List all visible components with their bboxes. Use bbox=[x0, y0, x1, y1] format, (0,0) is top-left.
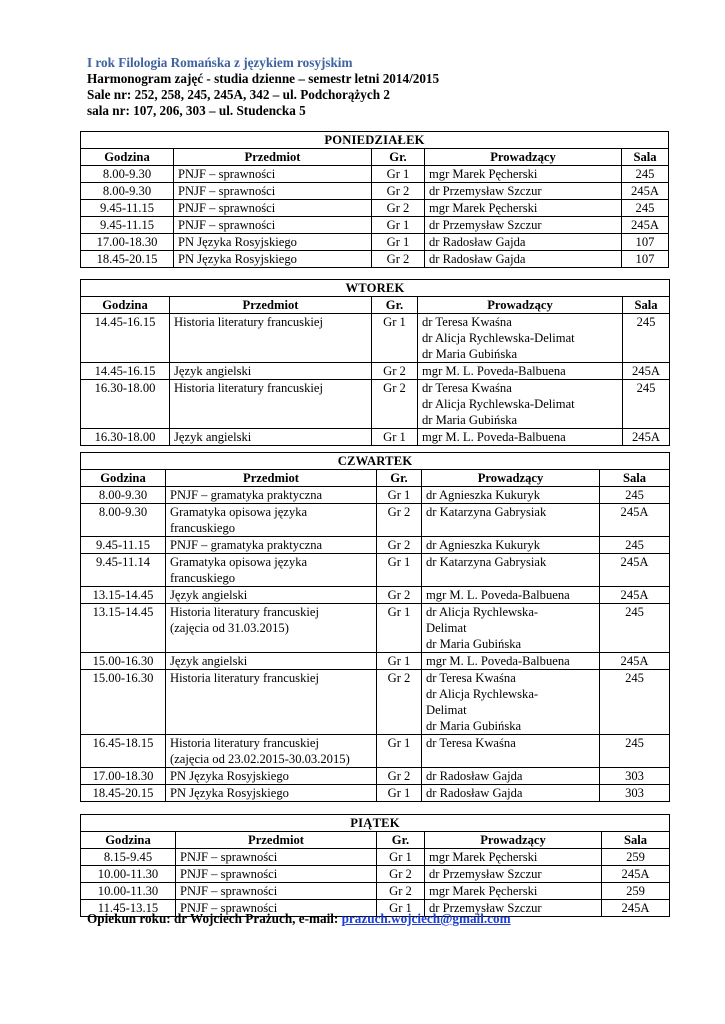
teacher-line: dr Przemysław Szczur bbox=[429, 901, 542, 915]
teacher-cell bbox=[418, 380, 623, 429]
group-cell: Gr 2 bbox=[377, 866, 425, 883]
table-row bbox=[81, 883, 670, 900]
column-header: Przedmiot bbox=[174, 149, 372, 166]
teacher-line: Delimat bbox=[426, 621, 467, 635]
room-cell: 245 bbox=[623, 380, 670, 429]
teacher-cell bbox=[425, 251, 622, 268]
teacher-cell bbox=[422, 487, 600, 504]
subject-cell bbox=[176, 883, 377, 900]
table-row bbox=[81, 587, 670, 604]
time-cell: 8.00-9.30 bbox=[81, 166, 174, 183]
subject-cell bbox=[166, 670, 377, 735]
teacher-line: mgr M. L. Poveda-Balbuena bbox=[422, 430, 566, 444]
group-cell: Gr 1 bbox=[377, 785, 422, 802]
teacher-line: mgr M. L. Poveda-Balbuena bbox=[422, 364, 566, 378]
room-cell: 245A bbox=[602, 900, 670, 917]
subject-line: francuskiego bbox=[170, 521, 236, 535]
teacher-cell bbox=[422, 735, 600, 768]
time-cell: 9.45-11.15 bbox=[81, 217, 174, 234]
column-header: Godzina bbox=[81, 470, 166, 487]
table-row bbox=[81, 166, 669, 183]
subject-line: Historia literatury francuskiej bbox=[174, 381, 323, 395]
table-row bbox=[81, 217, 669, 234]
subject-line: Język angielski bbox=[170, 588, 248, 602]
teacher-cell bbox=[422, 785, 600, 802]
column-header: Sala bbox=[602, 832, 670, 849]
day-heading: PONIEDZIAŁEK bbox=[81, 132, 669, 149]
group-cell: Gr 2 bbox=[372, 380, 418, 429]
time-cell: 13.15-14.45 bbox=[81, 604, 166, 653]
teacher-line: dr Przemysław Szczur bbox=[429, 218, 542, 232]
teacher-line: dr Katarzyna Gabrysiak bbox=[426, 555, 547, 569]
time-cell: 9.45-11.15 bbox=[81, 200, 174, 217]
room-cell: 107 bbox=[622, 234, 669, 251]
subject-line: Historia literatury francuskiej bbox=[174, 315, 323, 329]
subject-cell bbox=[170, 363, 372, 380]
teacher-line: Delimat bbox=[426, 703, 467, 717]
group-cell: Gr 2 bbox=[377, 537, 422, 554]
column-header: Godzina bbox=[81, 149, 174, 166]
table-row bbox=[81, 604, 670, 653]
room-cell: 245 bbox=[600, 735, 670, 768]
time-cell: 10.00-11.30 bbox=[81, 866, 176, 883]
teacher-line: dr Agnieszka Kukuryk bbox=[426, 538, 541, 552]
subject-line: Język angielski bbox=[174, 364, 252, 378]
teacher-line: mgr Marek Pęcherski bbox=[429, 167, 538, 181]
table-row bbox=[81, 200, 669, 217]
teacher-line: dr Radosław Gajda bbox=[426, 786, 523, 800]
teacher-line: dr Przemysław Szczur bbox=[429, 867, 542, 881]
column-header: Sala bbox=[623, 297, 670, 314]
room-cell: 245 bbox=[622, 200, 669, 217]
subject-line: (zajęcia od 23.02.2015-30.03.2015) bbox=[170, 752, 350, 766]
column-header: Prowadzący bbox=[422, 470, 600, 487]
room-cell: 245A bbox=[600, 587, 670, 604]
subject-line: PNJF – gramatyka praktyczna bbox=[170, 488, 323, 502]
teacher-cell bbox=[422, 604, 600, 653]
subject-cell bbox=[170, 380, 372, 429]
subject-line: Język angielski bbox=[170, 654, 248, 668]
room-cell: 245A bbox=[600, 554, 670, 587]
group-cell: Gr 1 bbox=[377, 735, 422, 768]
table-row bbox=[81, 735, 670, 768]
teacher-line: dr Teresa Kwaśna bbox=[426, 671, 516, 685]
time-cell: 8.00-9.30 bbox=[81, 504, 166, 537]
group-cell: Gr 2 bbox=[372, 251, 425, 268]
table-row bbox=[81, 380, 670, 429]
room-cell: 303 bbox=[600, 785, 670, 802]
teacher-line: dr Alicja Rychlewska- bbox=[426, 687, 539, 701]
teacher-line: dr Maria Gubińska bbox=[426, 719, 522, 733]
group-cell: Gr 2 bbox=[377, 768, 422, 785]
room-cell: 245A bbox=[600, 504, 670, 537]
table-row bbox=[81, 537, 670, 554]
subject-line: PNJF – sprawności bbox=[178, 184, 276, 198]
time-cell: 8.00-9.30 bbox=[81, 487, 166, 504]
group-cell: Gr 2 bbox=[372, 183, 425, 200]
table-row bbox=[81, 487, 670, 504]
time-cell: 14.45-16.15 bbox=[81, 363, 170, 380]
time-cell: 15.00-16.30 bbox=[81, 653, 166, 670]
subject-cell bbox=[170, 429, 372, 446]
teacher-cell bbox=[425, 849, 602, 866]
room-cell: 245 bbox=[623, 314, 670, 363]
teacher-cell bbox=[418, 314, 623, 363]
teacher-cell bbox=[425, 217, 622, 234]
teacher-cell bbox=[425, 200, 622, 217]
day-heading: PIĄTEK bbox=[81, 815, 670, 832]
time-cell: 9.45-11.14 bbox=[81, 554, 166, 587]
supervisor-label: Opiekun roku: dr Wojciech Prażuch, e-mail: bbox=[87, 911, 339, 926]
time-cell: 8.00-9.30 bbox=[81, 183, 174, 200]
column-header: Prowadzący bbox=[425, 832, 602, 849]
subject-cell bbox=[170, 314, 372, 363]
group-cell: Gr 1 bbox=[377, 487, 422, 504]
room-cell: 303 bbox=[600, 768, 670, 785]
group-cell: Gr 1 bbox=[377, 604, 422, 653]
table-row bbox=[81, 429, 670, 446]
column-header: Godzina bbox=[81, 297, 170, 314]
subject-line: Gramatyka opisowa języka bbox=[170, 555, 308, 569]
teacher-line: dr Maria Gubińska bbox=[422, 413, 518, 427]
subject-line: PN Języka Rosyjskiego bbox=[178, 252, 297, 266]
room-cell: 245 bbox=[600, 670, 670, 735]
group-cell: Gr 2 bbox=[377, 883, 425, 900]
column-header: Godzina bbox=[81, 832, 176, 849]
teacher-line: dr Teresa Kwaśna bbox=[422, 381, 512, 395]
subject-cell bbox=[166, 587, 377, 604]
schedule-table-0 bbox=[80, 131, 669, 268]
subject-cell bbox=[166, 604, 377, 653]
subject-line: PN Języka Rosyjskiego bbox=[170, 786, 289, 800]
subject-cell bbox=[174, 234, 372, 251]
rooms-line-studencka: sala nr: 107, 206, 303 – ul. Studencka 5 bbox=[87, 103, 306, 118]
table-row bbox=[81, 785, 670, 802]
subject-line: PNJF – sprawności bbox=[180, 901, 278, 915]
teacher-line: dr Agnieszka Kukuryk bbox=[426, 488, 541, 502]
table-row bbox=[81, 554, 670, 587]
teacher-line: mgr M. L. Poveda-Balbuena bbox=[426, 588, 570, 602]
room-cell: 245A bbox=[602, 866, 670, 883]
teacher-line: dr Maria Gubińska bbox=[426, 637, 522, 651]
teacher-cell bbox=[422, 537, 600, 554]
subject-line: PNJF – sprawności bbox=[178, 218, 276, 232]
time-cell: 16.45-18.15 bbox=[81, 735, 166, 768]
schedule-table-1 bbox=[80, 279, 670, 446]
group-cell: Gr 2 bbox=[372, 200, 425, 217]
subject-cell bbox=[166, 554, 377, 587]
teacher-line: mgr Marek Pęcherski bbox=[429, 850, 538, 864]
table-row bbox=[81, 768, 670, 785]
teacher-cell bbox=[422, 670, 600, 735]
table-row bbox=[81, 866, 670, 883]
teacher-cell bbox=[425, 883, 602, 900]
teacher-cell bbox=[425, 866, 602, 883]
room-cell: 245A bbox=[623, 363, 670, 380]
teacher-line: dr Radosław Gajda bbox=[429, 252, 526, 266]
teacher-cell bbox=[418, 363, 623, 380]
teacher-cell bbox=[425, 166, 622, 183]
group-cell: Gr 2 bbox=[377, 504, 422, 537]
supervisor-email-link[interactable]: prazuch.wojciech@gmail.com bbox=[341, 911, 511, 926]
time-cell: 8.15-9.45 bbox=[81, 849, 176, 866]
table-row bbox=[81, 653, 670, 670]
room-cell: 245A bbox=[600, 653, 670, 670]
time-cell: 16.30-18.00 bbox=[81, 429, 170, 446]
time-cell: 17.00-18.30 bbox=[81, 234, 174, 251]
table-row bbox=[81, 251, 669, 268]
group-cell: Gr 1 bbox=[372, 217, 425, 234]
room-cell: 245A bbox=[623, 429, 670, 446]
rooms-line-podchorazych: Sale nr: 252, 258, 245, 245A, 342 – ul. Podchorążych 2 bbox=[87, 87, 390, 102]
subject-cell bbox=[166, 487, 377, 504]
schedule-table-2 bbox=[80, 452, 670, 802]
room-cell: 245A bbox=[622, 183, 669, 200]
teacher-line: mgr Marek Pęcherski bbox=[429, 884, 538, 898]
teacher-line: dr Teresa Kwaśna bbox=[422, 315, 512, 329]
teacher-line: dr Katarzyna Gabrysiak bbox=[426, 505, 547, 519]
subject-cell bbox=[166, 768, 377, 785]
subject-line: Historia literatury francuskiej bbox=[170, 605, 319, 619]
teacher-cell bbox=[422, 587, 600, 604]
subject-cell bbox=[174, 200, 372, 217]
subject-line: Język angielski bbox=[174, 430, 252, 444]
subject-line: PNJF – sprawności bbox=[180, 850, 278, 864]
subject-line: (zajęcia od 31.03.2015) bbox=[170, 621, 289, 635]
teacher-line: dr Maria Gubińska bbox=[422, 347, 518, 361]
day-heading: WTOREK bbox=[81, 280, 670, 297]
column-header: Gr. bbox=[372, 149, 425, 166]
group-cell: Gr 1 bbox=[377, 653, 422, 670]
time-cell: 17.00-18.30 bbox=[81, 768, 166, 785]
room-cell: 245 bbox=[600, 537, 670, 554]
room-cell: 245 bbox=[600, 604, 670, 653]
group-cell: Gr 1 bbox=[377, 900, 425, 917]
time-cell: 15.00-16.30 bbox=[81, 670, 166, 735]
subject-cell bbox=[176, 849, 377, 866]
teacher-line: dr Przemysław Szczur bbox=[429, 184, 542, 198]
time-cell: 11.45-13.15 bbox=[81, 900, 176, 917]
table-row bbox=[81, 363, 670, 380]
teacher-cell bbox=[422, 554, 600, 587]
column-header: Sala bbox=[600, 470, 670, 487]
subject-line: PNJF – sprawności bbox=[178, 201, 276, 215]
subject-cell bbox=[166, 537, 377, 554]
room-cell: 259 bbox=[602, 849, 670, 866]
teacher-line: mgr Marek Pęcherski bbox=[429, 201, 538, 215]
time-cell: 13.15-14.45 bbox=[81, 587, 166, 604]
subject-line: francuskiego bbox=[170, 571, 236, 585]
room-cell: 245 bbox=[600, 487, 670, 504]
subject-line: PN Języka Rosyjskiego bbox=[170, 769, 289, 783]
teacher-line: dr Radosław Gajda bbox=[426, 769, 523, 783]
table-row bbox=[81, 504, 670, 537]
table-row bbox=[81, 234, 669, 251]
document-header bbox=[87, 55, 439, 119]
subject-cell bbox=[166, 735, 377, 768]
time-cell: 9.45-11.15 bbox=[81, 537, 166, 554]
time-cell: 16.30-18.00 bbox=[81, 380, 170, 429]
group-cell: Gr 1 bbox=[372, 234, 425, 251]
subject-line: PNJF – sprawności bbox=[180, 884, 278, 898]
room-cell: 245A bbox=[622, 217, 669, 234]
subject-line: Gramatyka opisowa języka bbox=[170, 505, 308, 519]
group-cell: Gr 2 bbox=[372, 363, 418, 380]
teacher-cell bbox=[422, 768, 600, 785]
group-cell: Gr 2 bbox=[377, 670, 422, 735]
teacher-cell bbox=[425, 183, 622, 200]
subject-cell bbox=[174, 183, 372, 200]
teacher-cell bbox=[422, 653, 600, 670]
teacher-line: dr Radosław Gajda bbox=[429, 235, 526, 249]
teacher-line: mgr M. L. Poveda-Balbuena bbox=[426, 654, 570, 668]
subject-line: Historia literatury francuskiej bbox=[170, 736, 319, 750]
subject-cell bbox=[174, 251, 372, 268]
subject-cell bbox=[176, 866, 377, 883]
group-cell: Gr 1 bbox=[372, 314, 418, 363]
teacher-cell bbox=[422, 504, 600, 537]
room-cell: 245 bbox=[622, 166, 669, 183]
subject-line: PNJF – sprawności bbox=[180, 867, 278, 881]
schedule-subtitle: Harmonogram zajęć - studia dzienne – semestr letni 2014/2015 bbox=[87, 71, 440, 86]
schedule-table-3 bbox=[80, 814, 670, 917]
group-cell: Gr 2 bbox=[377, 587, 422, 604]
teacher-cell bbox=[425, 234, 622, 251]
column-header: Gr. bbox=[377, 470, 422, 487]
table-row bbox=[81, 849, 670, 866]
column-header: Przedmiot bbox=[166, 470, 377, 487]
group-cell: Gr 1 bbox=[377, 554, 422, 587]
subject-cell bbox=[166, 785, 377, 802]
column-header: Sala bbox=[622, 149, 669, 166]
time-cell: 18.45-20.15 bbox=[81, 785, 166, 802]
teacher-cell bbox=[418, 429, 623, 446]
subject-line: PNJF – gramatyka praktyczna bbox=[170, 538, 323, 552]
column-header: Gr. bbox=[377, 832, 425, 849]
subject-line: PNJF – sprawności bbox=[178, 167, 276, 181]
teacher-line: dr Teresa Kwaśna bbox=[426, 736, 516, 750]
room-cell: 107 bbox=[622, 251, 669, 268]
time-cell: 18.45-20.15 bbox=[81, 251, 174, 268]
room-cell: 259 bbox=[602, 883, 670, 900]
subject-line: PN Języka Rosyjskiego bbox=[178, 235, 297, 249]
year-supervisor-footer bbox=[87, 911, 511, 927]
column-header: Prowadzący bbox=[418, 297, 623, 314]
column-header: Przedmiot bbox=[176, 832, 377, 849]
subject-cell bbox=[174, 217, 372, 234]
time-cell: 14.45-16.15 bbox=[81, 314, 170, 363]
table-row bbox=[81, 314, 670, 363]
document-title: I rok Filologia Romańska z językiem rosyjskim bbox=[87, 55, 353, 70]
subject-line: Historia literatury francuskiej bbox=[170, 671, 319, 685]
teacher-line: dr Alicja Rychlewska-Delimat bbox=[422, 331, 575, 345]
table-row bbox=[81, 183, 669, 200]
day-heading: CZWARTEK bbox=[81, 453, 670, 470]
subject-cell bbox=[166, 504, 377, 537]
column-header: Gr. bbox=[372, 297, 418, 314]
subject-cell bbox=[166, 653, 377, 670]
group-cell: Gr 1 bbox=[372, 429, 418, 446]
column-header: Przedmiot bbox=[170, 297, 372, 314]
table-row bbox=[81, 670, 670, 735]
column-header: Prowadzący bbox=[425, 149, 622, 166]
group-cell: Gr 1 bbox=[377, 849, 425, 866]
group-cell: Gr 1 bbox=[372, 166, 425, 183]
teacher-line: dr Alicja Rychlewska-Delimat bbox=[422, 397, 575, 411]
teacher-line: dr Alicja Rychlewska- bbox=[426, 605, 539, 619]
time-cell: 10.00-11.30 bbox=[81, 883, 176, 900]
subject-cell bbox=[174, 166, 372, 183]
